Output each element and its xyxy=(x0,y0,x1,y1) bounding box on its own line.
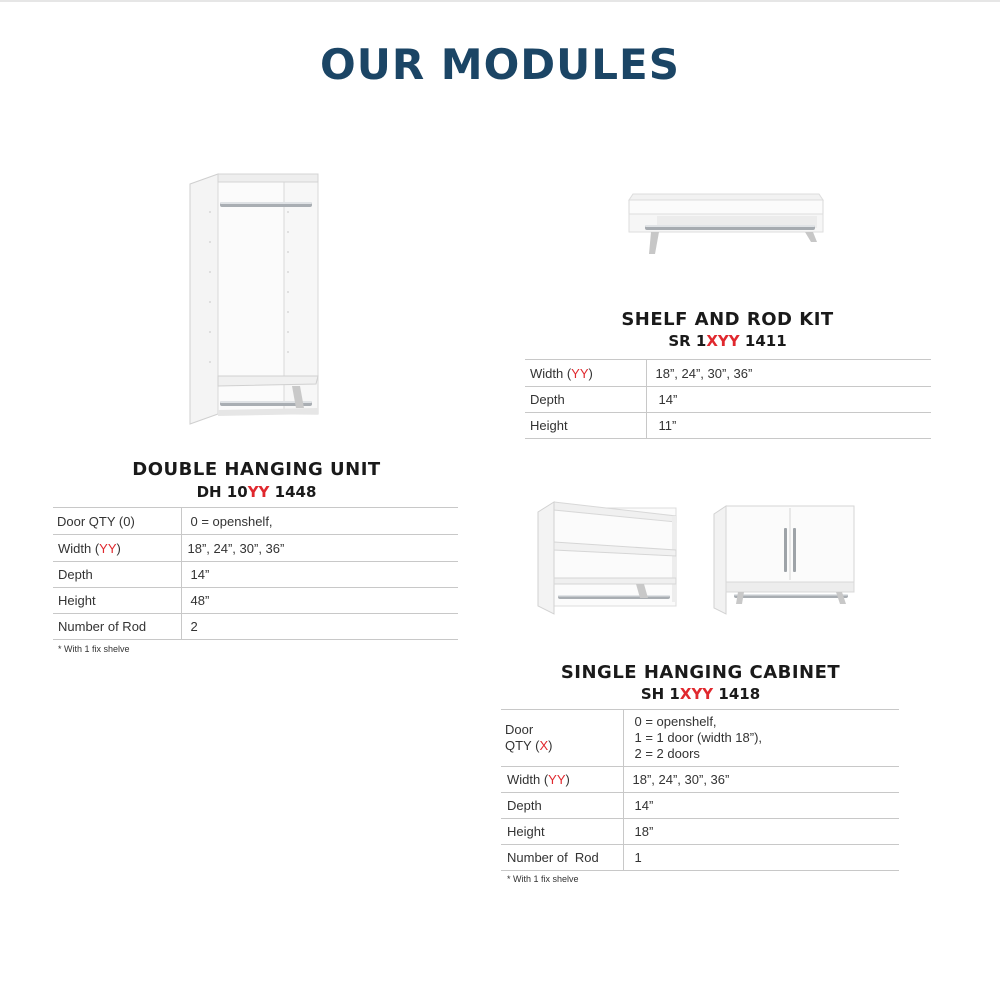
table-row xyxy=(525,413,931,439)
spec-label: Height xyxy=(53,588,181,614)
spec-label: Width (YY) xyxy=(525,360,646,387)
double-hanging-footnote: * With 1 fix shelve xyxy=(58,644,130,654)
table-row xyxy=(53,562,458,588)
spec-value: 0 = openshelf, xyxy=(190,513,273,529)
spec-value: 14” xyxy=(658,392,678,407)
single-hanging-open-image xyxy=(536,498,680,616)
single-hanging-code xyxy=(503,685,898,703)
code-suffix: 1448 xyxy=(269,483,317,501)
spec-value: 48” xyxy=(190,593,210,608)
table-row xyxy=(53,535,458,562)
code-suffix: 1411 xyxy=(739,332,787,350)
double-hanging-unit-image xyxy=(188,172,322,426)
table-row xyxy=(501,793,899,819)
spec-value: 14” xyxy=(634,798,654,813)
double-hanging-title: DOUBLE HANGING UNIT xyxy=(132,459,381,480)
spec-value: 0 = openshelf, 1 = 1 door (width 18”), 2 = 2 doors xyxy=(634,714,763,761)
table-row xyxy=(501,767,899,793)
spec-value: 1 xyxy=(634,850,642,865)
spec-label: Height xyxy=(525,413,646,439)
shelf-rod-spec-table xyxy=(525,359,931,439)
double-hanging-code xyxy=(55,483,458,501)
spec-value: 2 xyxy=(190,619,198,634)
spec-value: 11” xyxy=(658,418,677,433)
top-divider xyxy=(0,0,1000,2)
code-variable: YY xyxy=(247,483,270,501)
single-hanging-door-image xyxy=(712,504,858,616)
spec-value: 18”, 24”, 30”, 36” xyxy=(187,540,285,556)
spec-label: Number of Rod xyxy=(501,845,623,871)
shelf-rod-code xyxy=(525,332,930,350)
spec-label: Number of Rod xyxy=(53,614,181,640)
table-row xyxy=(501,710,899,767)
page-title: OUR MODULES xyxy=(320,40,680,89)
shelf-rod-kit-image xyxy=(627,192,825,256)
table-row xyxy=(53,588,458,614)
spec-label: Depth xyxy=(501,793,623,819)
spec-label: Depth xyxy=(53,562,181,588)
table-row xyxy=(501,845,899,871)
shelf-rod-title: SHELF AND ROD KIT xyxy=(621,309,834,330)
spec-value: 18” xyxy=(634,824,654,839)
table-row xyxy=(525,387,931,413)
code-prefix: SH 1 xyxy=(640,685,680,703)
spec-value: 14” xyxy=(190,567,210,582)
spec-label: Height xyxy=(501,819,623,845)
spec-value: 18”, 24”, 30”, 36” xyxy=(655,365,753,381)
code-suffix: 1418 xyxy=(713,685,761,703)
spec-label: Depth xyxy=(525,387,646,413)
code-prefix: SR 1 xyxy=(668,332,707,350)
spec-label: Door QTY (X) xyxy=(501,710,623,767)
single-hanging-footnote: * With 1 fix shelve xyxy=(507,874,579,884)
spec-label: Width (YY) xyxy=(501,767,623,793)
single-hanging-title: SINGLE HANGING CABINET xyxy=(560,662,841,683)
table-row xyxy=(53,614,458,640)
table-row xyxy=(501,819,899,845)
table-row xyxy=(53,508,458,535)
spec-label: Door QTY (0) xyxy=(53,508,181,535)
code-variable: XYY xyxy=(706,332,740,350)
spec-label: Width (YY) xyxy=(53,535,181,562)
double-hanging-spec-table xyxy=(53,507,458,640)
spec-value: 18”, 24”, 30”, 36” xyxy=(632,772,730,787)
code-variable: XYY xyxy=(679,685,714,703)
code-prefix: DH 10 xyxy=(196,483,248,501)
table-row xyxy=(525,360,931,387)
single-hanging-spec-table xyxy=(501,709,899,871)
